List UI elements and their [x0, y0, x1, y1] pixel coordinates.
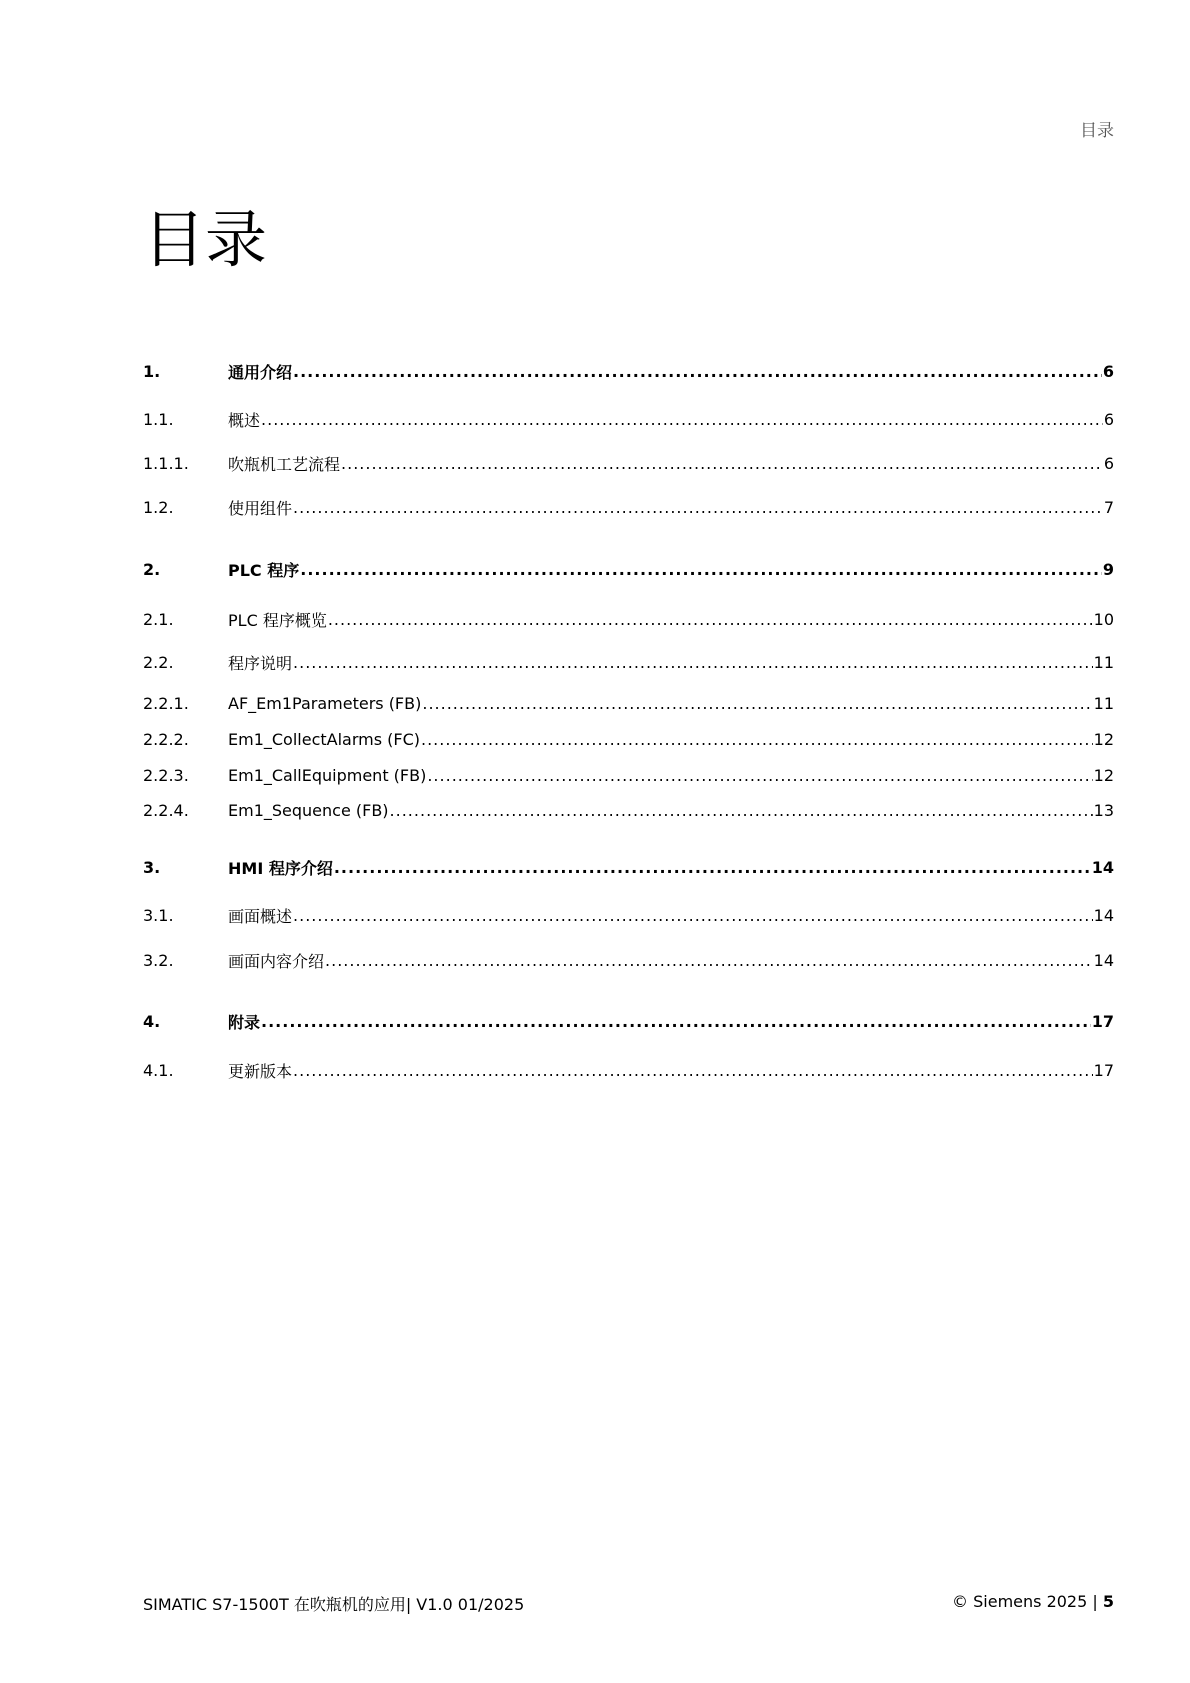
- toc-page: 12: [1093, 765, 1114, 785]
- toc-page: 6: [1103, 409, 1114, 429]
- toc-title: Em1_CollectAlarms (FC): [228, 729, 420, 749]
- toc-page: 14: [1093, 905, 1114, 925]
- dot-leader: [328, 610, 1093, 629]
- toc-entry[interactable]: [143, 650, 1114, 674]
- toc-entry[interactable]: [143, 495, 1114, 519]
- toc-number: 2.1.: [143, 609, 174, 629]
- dot-leader: [427, 766, 1092, 785]
- toc-entry[interactable]: [143, 451, 1114, 475]
- toc-title: Em1_CallEquipment (FB): [228, 765, 427, 785]
- dot-leader: [293, 1061, 1093, 1080]
- toc-entry[interactable]: [143, 903, 1114, 927]
- page-title: 目录: [143, 203, 268, 276]
- toc-page: 17: [1093, 1060, 1114, 1080]
- toc-title: Em1_Sequence (FB): [228, 800, 389, 820]
- toc-page: 10: [1093, 609, 1114, 629]
- toc-number: 1.: [143, 361, 161, 381]
- toc-page: 14: [1093, 950, 1114, 970]
- toc-number: 3.1.: [143, 905, 174, 925]
- toc-page: 13: [1093, 800, 1114, 820]
- toc-page: 7: [1103, 497, 1114, 517]
- dot-leader: [293, 906, 1093, 925]
- dot-leader: [261, 410, 1103, 429]
- toc-title: 通用介绍: [228, 362, 293, 382]
- running-header: 目录: [1080, 121, 1114, 141]
- dot-leader: [341, 454, 1103, 473]
- toc-title: PLC 程序: [228, 560, 300, 580]
- toc-number: 1.2.: [143, 497, 174, 517]
- dot-leader: [390, 801, 1093, 820]
- toc-title: 附录: [228, 1012, 261, 1032]
- toc-entry[interactable]: [143, 1009, 1114, 1033]
- toc-page: 11: [1093, 693, 1114, 713]
- toc-number: 1.1.: [143, 409, 174, 429]
- footer-document-title: SIMATIC S7-1500T 在吹瓶机的应用| V1.0 01/2025: [143, 1595, 525, 1614]
- toc-title: 程序说明: [228, 653, 293, 673]
- toc-title: 画面概述: [228, 906, 293, 926]
- toc-entry[interactable]: [143, 798, 1114, 822]
- dot-leader: [293, 362, 1102, 381]
- toc-number: 2.2.1.: [143, 693, 189, 713]
- toc-title: 画面内容介绍: [228, 951, 325, 971]
- toc-title: 吹瓶机工艺流程: [228, 454, 341, 474]
- dot-leader: [261, 1012, 1091, 1031]
- dot-leader: [325, 951, 1093, 970]
- toc-number: 1.1.1.: [143, 453, 189, 473]
- toc-number: 2.2.: [143, 652, 174, 672]
- toc-entry[interactable]: [143, 359, 1114, 383]
- toc-title: HMI 程序介绍: [228, 858, 333, 878]
- toc-number: 3.2.: [143, 950, 174, 970]
- toc-entry[interactable]: [143, 407, 1114, 431]
- toc-title: 概述: [228, 410, 261, 430]
- toc-entry[interactable]: [143, 727, 1114, 751]
- toc-entry[interactable]: [143, 557, 1114, 581]
- toc-title: PLC 程序概览: [228, 610, 327, 630]
- copyright-text: © Siemens 2025 |: [952, 1592, 1103, 1611]
- toc-page: 12: [1093, 729, 1114, 749]
- toc-entry[interactable]: [143, 948, 1114, 972]
- toc-page: 14: [1091, 857, 1114, 877]
- toc-entry[interactable]: [143, 1058, 1114, 1082]
- toc-title: AF_Em1Parameters (FB): [228, 693, 422, 713]
- footer-copyright: [952, 1592, 1114, 1611]
- toc-page: 9: [1102, 559, 1114, 579]
- toc-number: 3.: [143, 857, 161, 877]
- toc-entry[interactable]: [143, 763, 1114, 787]
- toc-number: 4.: [143, 1011, 161, 1031]
- toc-title: 更新版本: [228, 1061, 293, 1081]
- dot-leader: [422, 694, 1092, 713]
- toc-entry[interactable]: [143, 855, 1114, 879]
- toc-page: 11: [1093, 652, 1114, 672]
- page-number: 5: [1102, 1592, 1114, 1611]
- dot-leader: [334, 858, 1091, 877]
- toc-number: 4.1.: [143, 1060, 174, 1080]
- toc-entry[interactable]: [143, 691, 1114, 715]
- dot-leader: [293, 498, 1103, 517]
- dot-leader: [300, 560, 1102, 579]
- toc-number: 2.: [143, 559, 161, 579]
- toc-number: 2.2.2.: [143, 729, 189, 749]
- toc-title: 使用组件: [228, 498, 293, 518]
- toc-page: 6: [1102, 361, 1114, 381]
- toc-number: 2.2.3.: [143, 765, 189, 785]
- toc-number: 2.2.4.: [143, 800, 189, 820]
- toc-entry[interactable]: [143, 607, 1114, 631]
- dot-leader: [421, 730, 1093, 749]
- toc-page: 17: [1091, 1011, 1114, 1031]
- dot-leader: [293, 653, 1093, 672]
- toc-page: 6: [1103, 453, 1114, 473]
